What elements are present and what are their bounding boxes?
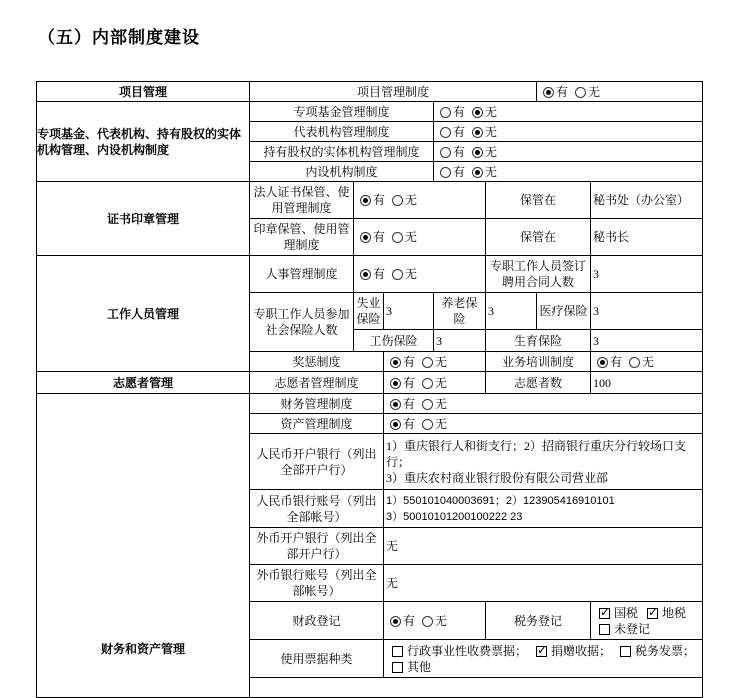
radio-no[interactable] — [472, 147, 483, 158]
fx-bank-value: 无 — [384, 528, 703, 565]
internal-system-table — [36, 81, 703, 698]
checkbox-national-tax[interactable] — [599, 608, 610, 619]
unemployment-value: 3 — [384, 293, 434, 330]
staff-insurance-label: 专职工作人员参加社会保险人数 — [250, 293, 354, 352]
special-item-rep: 代表机构管理制度 — [250, 122, 434, 142]
finance-system-options: 有 无 — [384, 394, 703, 414]
checkbox-admin-fee[interactable] — [392, 646, 403, 657]
medical-value: 3 — [591, 293, 703, 330]
volunteer-system-label: 志愿者管理制度 — [250, 372, 384, 394]
special-item-equity-options: 有 无 — [434, 142, 703, 162]
special-item-fund-options: 有 无 — [434, 102, 703, 122]
radio-no[interactable] — [422, 357, 433, 368]
radio-yes[interactable] — [360, 195, 371, 206]
staff-label: 工作人员管理 — [37, 256, 250, 372]
radio-yes[interactable] — [440, 107, 451, 118]
radio-yes[interactable] — [390, 357, 401, 368]
seal-stamp-options: 有 无 — [354, 219, 486, 256]
radio-no[interactable] — [392, 195, 403, 206]
unemployment-label: 失业保险 — [354, 293, 384, 330]
checkbox-local-tax[interactable] — [647, 608, 658, 619]
project-label: 项目管理 — [37, 82, 250, 102]
section-heading: （五）内部制度建设 — [38, 28, 200, 47]
checkbox-tax-invoice[interactable] — [620, 646, 631, 657]
volunteer-label: 志愿者管理 — [37, 372, 250, 394]
injury-value: 3 — [434, 330, 486, 352]
medical-label: 医疗保险 — [537, 293, 591, 330]
staff-hr-options: 有 无 — [354, 256, 486, 293]
fiscal-label: 财政登记 — [250, 602, 384, 640]
seal-stamp-keep-label: 保管在 — [486, 219, 591, 256]
asset-system-options: 有 无 — [384, 414, 703, 434]
radio-no[interactable] — [422, 378, 433, 389]
staff-contract-value: 3 — [591, 256, 703, 293]
radio-no[interactable] — [472, 127, 483, 138]
seal-cert-keep-value: 秘书处（办公室） — [591, 182, 703, 219]
tax-options: ✓国税 ✓ 地税 未登记 — [591, 602, 703, 640]
radio-yes[interactable] — [597, 357, 608, 368]
seal-cert-label: 法人证书保管、使用管理制度 — [250, 182, 354, 219]
checkbox-donation[interactable] — [536, 646, 547, 657]
radio-yes[interactable] — [543, 87, 554, 98]
radio-yes[interactable] — [360, 232, 371, 243]
special-item-fund: 专项基金管理制度 — [250, 102, 434, 122]
project-system-label: 项目管理制度 — [250, 82, 537, 102]
project-system-options: 有 无 — [537, 82, 703, 102]
volunteer-system-options: 有 无 — [384, 372, 486, 394]
seal-label: 证书印章管理 — [37, 182, 250, 256]
seal-stamp-label: 印章保管、使用管理制度 — [250, 219, 354, 256]
volunteer-count-value: 100 — [591, 372, 703, 394]
radio-yes[interactable] — [390, 378, 401, 389]
radio-yes[interactable] — [390, 399, 401, 410]
invoice-options: 行政事业性收费票据； ✓ 捐赠收据； 税务发票； 其他 — [384, 640, 703, 678]
radio-yes[interactable] — [440, 167, 451, 178]
checkbox-other[interactable] — [392, 662, 403, 673]
special-item-equity: 持有股权的实体机构管理制度 — [250, 142, 434, 162]
injury-label: 工伤保险 — [354, 330, 434, 352]
rmb-bank-value: 1）重庆银行人和街支行；2）招商银行重庆分行较场口支行； 3）重庆农村商业银行股份有限公司营业部 — [384, 434, 703, 490]
radio-no[interactable] — [422, 419, 433, 430]
pension-label: 养老保险 — [434, 293, 486, 330]
staff-contract-label: 专职工作人员签订聘用合同人数 — [486, 256, 591, 293]
invoice-label: 使用票据种类 — [250, 640, 384, 678]
pension-value: 3 — [486, 293, 537, 330]
tax-label: 税务登记 — [486, 602, 591, 640]
radio-no[interactable] — [422, 399, 433, 410]
staff-training-options: 有 无 — [591, 352, 703, 372]
finance-system-label: 财务管理制度 — [250, 394, 384, 414]
rmb-bank-label: 人民币开户银行（列出全部开户行） — [250, 434, 384, 490]
radio-no[interactable] — [392, 269, 403, 280]
fiscal-options: 有 无 — [384, 602, 486, 640]
finance-bottom-row — [250, 678, 703, 698]
staff-training-label: 业务培训制度 — [486, 352, 591, 372]
rmb-account-value: 1）550101040003691；2）123905416910101 3）50010101200100222 23 — [384, 490, 703, 528]
fx-account-label: 外币银行账号（列出全部帐号） — [250, 565, 384, 602]
seal-cert-keep-label: 保管在 — [486, 182, 591, 219]
radio-yes[interactable] — [390, 419, 401, 430]
special-item-internal-options: 有 无 — [434, 162, 703, 182]
special-item-rep-options: 有 无 — [434, 122, 703, 142]
staff-reward-options: 有 无 — [384, 352, 486, 372]
rmb-account-label: 人民币银行账号（列出全部帐号） — [250, 490, 384, 528]
radio-yes[interactable] — [390, 616, 401, 627]
volunteer-count-label: 志愿者数 — [486, 372, 591, 394]
seal-stamp-keep-value: 秘书长 — [591, 219, 703, 256]
staff-hr-label: 人事管理制度 — [250, 256, 354, 293]
special-label: 专项基金、代表机构、持有股权的实体机构管理、内设机构制度 — [37, 102, 250, 182]
maternity-label: 生育保险 — [486, 330, 591, 352]
radio-no[interactable] — [472, 167, 483, 178]
radio-yes[interactable] — [440, 127, 451, 138]
seal-cert-options: 有 无 — [354, 182, 486, 219]
fx-account-value: 无 — [384, 565, 703, 602]
radio-no[interactable] — [422, 616, 433, 627]
radio-yes[interactable] — [440, 147, 451, 158]
special-item-internal: 内设机构制度 — [250, 162, 434, 182]
fx-bank-label: 外币开户银行（列出全部开户行） — [250, 528, 384, 565]
staff-reward-label: 奖惩制度 — [250, 352, 384, 372]
radio-yes[interactable] — [360, 269, 371, 280]
radio-no[interactable] — [472, 107, 483, 118]
radio-no[interactable] — [575, 87, 586, 98]
asset-system-label: 资产管理制度 — [250, 414, 384, 434]
radio-no[interactable] — [629, 357, 640, 368]
maternity-value: 3 — [591, 330, 703, 352]
radio-no[interactable] — [392, 232, 403, 243]
finance-label: 财务和资产管理 — [37, 394, 250, 698]
checkbox-unregistered[interactable] — [599, 624, 610, 635]
